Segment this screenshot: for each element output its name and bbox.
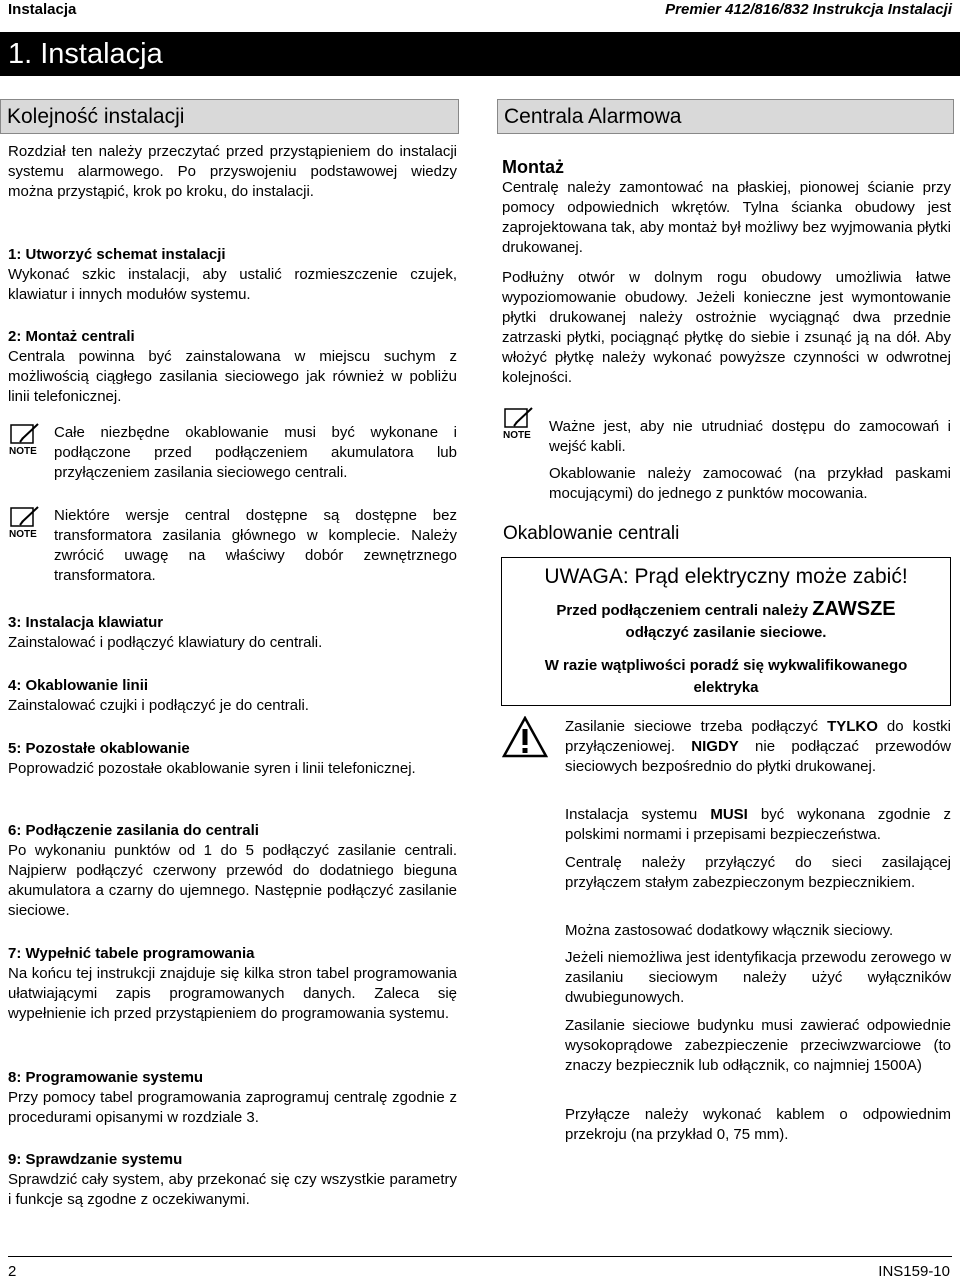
note-text: Ważne jest, aby nie utrudniać dostępu do zamocowań i wejść kabli. — [549, 418, 951, 455]
section-title-control-panel: Centrala Alarmowa — [497, 99, 954, 134]
warning-line-4: elektryka — [693, 679, 759, 696]
step-8 — [8, 1068, 457, 1128]
step-title: 5: Pozostałe okablowanie — [8, 740, 190, 757]
step-text: Centrala powinna być zainstalowana w miejscu suchym z możliwością ciągłego zasilania sieciowego jak również w pobliżu linii telefonicznej. — [8, 348, 457, 405]
note-icon-label: NOTE — [503, 430, 531, 441]
danger-text: Zasilanie sieciowe trzeba podłączyć — [565, 718, 828, 735]
step-text: Na końcu tej instrukcji znajduje się kilka stron tabel programowania ułatwiającymi zapis programowanych danych. Zaleca się wypełnienie ich przed przystąpieniem do programowania systemu. — [8, 965, 457, 1022]
step-title: 6: Podłączenie zasilania do centrali — [8, 822, 259, 839]
wiring-title: Okablowanie centrali — [503, 523, 680, 544]
step-title: 7: Wypełnić tabele programowania — [8, 945, 255, 962]
intro-paragraph: Rozdział ten należy przeczytać przed przystąpieniem do instalacji systemu alarmowego. Po przyswojeniu podstawowej wiedzy można przystąpić, krok po kroku, do instalacji. — [8, 143, 457, 200]
danger-text: być wykonana zgodnie z polskimi normami i przepisami bezpieczeństwa. — [565, 806, 951, 843]
danger-text: nie podłączać przewodów sieciowych bezpośrednio do płytki drukowanej. — [565, 738, 951, 775]
document-code: INS159-10 — [878, 1263, 950, 1280]
section-title-installation-order: Kolejność instalacji — [0, 99, 459, 134]
note-3 — [502, 407, 951, 504]
note-body — [549, 407, 951, 504]
step-text: Po wykonaniu punktów od 1 do 5 podłączyć zasilanie centrali. Najpierw podłączyć czerwony przewód do dodatniego bieguna akumulatora a czarny do ujemnego. Następnie podłączyć zasilanie sieciowe. — [8, 842, 457, 919]
page-number: 2 — [8, 1263, 17, 1280]
danger-text: do kostki przyłączeniowej. — [565, 718, 951, 755]
danger-emphasis: NIGDY — [691, 738, 739, 755]
step-title: 4: Okablowanie linii — [8, 677, 149, 694]
danger-paragraph-7: Przyłącze należy wykonać kablem o odpowiednim przekroju (na przykład 0, 75 mm). — [565, 1106, 951, 1143]
danger-emphasis: TYLKO — [827, 718, 878, 735]
step-text: Przy pomocy tabel programowania zaprogramuj centralę zgodnie z procedurami opisanymi w rozdziale 3. — [8, 1089, 457, 1126]
footer-divider — [8, 1256, 952, 1257]
step-6 — [8, 821, 457, 921]
mounting-paragraph-2: Podłużny otwór w dolnym rogu obudowy umożliwia łatwe wypoziomowanie obudowy. Jeżeli konieczne jest wymontowanie płytki drukowanej należy ostrożnie wyciągnąć dwa przednie zatrzaski płytki, pociągnąć płytkę do siebie i zsunąć ją na dół. Aby włożyć płytkę należy wykonać powyższe czynności w odwrotnej kolejności. — [502, 269, 951, 386]
note-icon-label: NOTE — [9, 446, 37, 457]
step-9 — [8, 1150, 457, 1210]
page-header — [8, 0, 952, 20]
danger-paragraph-5: Jeżeli niemożliwa jest identyfikacja przewodu zerowego w zasilaniu sieciowym należy użyć wyłączników dwubiegunowych. — [565, 949, 951, 1006]
danger-paragraph-3: Centralę należy przyłączyć do sieci zasilającej przyłączem stałym zabezpieczonym bezpiecznikiem. — [565, 854, 951, 891]
step-text: Wykonać szkic instalacji, aby ustalić rozmieszczenie czujek, klawiatur i innych modułów systemu. — [8, 266, 457, 303]
step-2 — [8, 327, 457, 407]
step-text: Poprowadzić pozostałe okablowanie syren i linii telefonicznej. — [8, 760, 416, 777]
warning-box — [501, 557, 951, 706]
mounting-section — [502, 156, 951, 388]
header-right: Premier 412/816/832 Instrukcja Instalacji — [665, 1, 952, 18]
header-left: Instalacja — [8, 1, 77, 18]
step-title: 3: Instalacja klawiatur — [8, 614, 164, 631]
step-title: 8: Programowanie systemu — [8, 1069, 204, 1086]
note-text: Niektóre wersje central dostępne są dostępne bez transformatora zasilania głównego w komplecie. Należy zwrócić uwagę na właściwy dobór zewnętrznego transformatora. — [54, 507, 457, 584]
step-7 — [8, 944, 457, 1024]
step-1 — [8, 245, 457, 305]
step-4 — [8, 676, 457, 716]
chapter-title: 1. Instalacja — [0, 32, 960, 76]
step-title: 9: Sprawdzanie systemu — [8, 1151, 183, 1168]
step-title: 2: Montaż centrali — [8, 328, 135, 345]
danger-emphasis: MUSI — [710, 806, 748, 823]
warning-line-3: W razie wątpliwości poradź się wykwalifikowanego — [544, 657, 908, 674]
step-text: Sprawdzić cały system, aby przekonać się czy wszystkie parametry i funkcje są zgodne z oczekiwanymi. — [8, 1171, 457, 1208]
step-text: Zainstalować czujki i podłączyć je do centrali. — [8, 697, 309, 714]
warning-triangle-icon — [502, 716, 548, 758]
note-icon — [8, 423, 44, 463]
step-3 — [8, 613, 457, 653]
note-icon — [8, 506, 44, 546]
danger-paragraph-6: Zasilanie sieciowe budynku musi zawierać odpowiednie wysokoprądowe zabezpieczenie przeciwzwarciowe (to znaczy bezpiecznik lub odłącznik, co najmniej 1500A) — [565, 1017, 951, 1074]
step-5 — [8, 739, 457, 779]
step-text: Zainstalować i podłączyć klawiatury do centrali. — [8, 634, 323, 651]
danger-paragraph-2 — [565, 805, 951, 845]
danger-paragraph-4: Można zastosować dodatkowy włącznik sieciowy. — [565, 922, 894, 939]
note-icon-label: NOTE — [9, 529, 37, 540]
note-2 — [8, 506, 457, 586]
warning-line-2: odłączyć zasilanie sieciowe. — [625, 624, 827, 641]
danger-paragraph-1 — [565, 717, 951, 777]
mounting-title: Montaż — [502, 157, 564, 177]
warning-always: ZAWSZE — [812, 598, 896, 620]
note-1 — [8, 423, 457, 483]
mounting-paragraph-1: Centralę należy zamontować na płaskiej, pionowej ścianie przy pomocy odpowiednich wkrętów. Tylna ścianka obudowy jest zaprojektowana tak, aby montaż był możliwy bez wyjmowania płytki drukowanej. — [502, 179, 951, 256]
danger-text: Instalacja systemu — [565, 806, 711, 823]
note-text: Całe niezbędne okablowanie musi być wykonane i podłączone przed podłączeniem akumulatora lub przyłączeniem zasilania sieciowego centrali. — [54, 424, 457, 481]
note-icon — [502, 407, 538, 447]
warning-line-1-text: Przed podłączeniem centrali należy — [556, 602, 813, 619]
warning-line-1 — [502, 598, 950, 622]
note-text: Okablowanie należy zamocować (na przykład paskami mocującymi) do jednego z punktów mocowania. — [549, 465, 951, 502]
warning-title: UWAGA: Prąd elektryczny może zabić! — [544, 565, 908, 588]
step-title: 1: Utworzyć schemat instalacji — [8, 246, 226, 263]
